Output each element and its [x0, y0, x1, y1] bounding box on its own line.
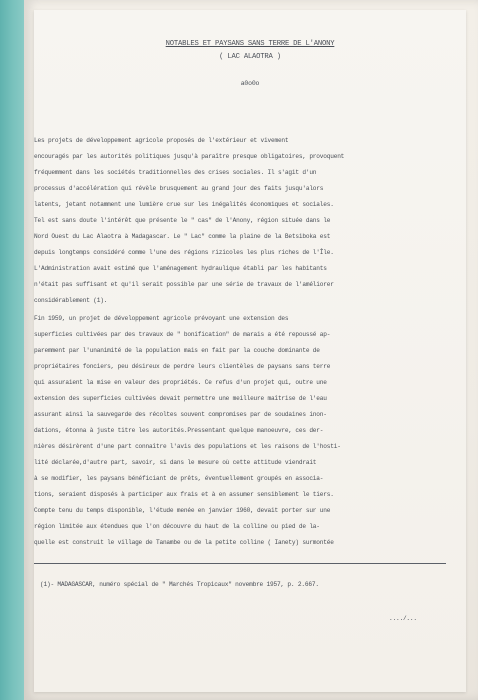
- body-line: région limitée aux étendues que l'on découvre du haut de la colline ou pied de la-: [34, 523, 320, 530]
- body-line: extension des superficies cultivées devait permettre une meilleure maîtrise de l'eau: [34, 395, 327, 402]
- body-line: considérablement (1).: [34, 297, 108, 304]
- body-line: tions, seraient disposés à participer aux frais et à en assumer sensiblement le tiers.: [34, 491, 334, 498]
- footnote-separator: [34, 563, 446, 564]
- body-line: nières désirèrent d'une part connaître l'avis des populations et les raisons de l'hosti-: [34, 443, 341, 450]
- body-line: fréquemment dans les sociétés traditionnelles des crises sociales. Il s'agit d'un: [34, 169, 317, 176]
- body-line: propriétaires fonciers, peu désireux de perdre leurs clientèles de paysans sans terre: [34, 363, 331, 370]
- body-line: paremment par l'unanimité de la population mais en fait par la couche dominante de: [34, 347, 320, 354]
- body-line: Les projets de développement agricole proposés de l'extérieur et vivement: [34, 137, 289, 144]
- typed-content: [34, 10, 466, 692]
- body-line: Tel est sans doute l'intérêt que présente le " cas" de l'Anony, région située dans le: [34, 217, 331, 224]
- body-line: quelle est construit le village de Tanambe ou de la petite colline ( Ianety) surmontée: [34, 539, 334, 546]
- body-line: latents, jetant notamment une lumière crue sur les inégalités économiques et sociales.: [34, 201, 334, 208]
- body-line: depuis longtemps considéré comme l'une des régions rizicoles les plus riches de l'Île.: [34, 249, 334, 256]
- body-line: assurant ainsi la sauvegarde des récoltes souvent compromises par de soudaines inon-: [34, 411, 327, 418]
- body-line: superficies cultivées par des travaux de " bonification" de marais a été repoussé ap-: [34, 331, 331, 338]
- document-subtitle: ( LAC ALAOTRA ): [219, 53, 281, 61]
- body-line: Compte tenu du temps disponible, l'étude menée en janvier 1960, devait porter sur une: [34, 507, 331, 514]
- body-line: L'Administration avait estimé que l'aménagement hydraulique établi par les habitants: [34, 265, 327, 272]
- body-line: qui assuraient la mise en valeur des propriétés. Ce refus d'un projet qui, outre une: [34, 379, 327, 386]
- body-line: à se modifier, les paysans bénéficiant de prêts, éventuellement groupés en associa-: [34, 475, 324, 482]
- body-line: Fin 1959, un projet de développement agricole prévoyant une extension des: [34, 315, 289, 322]
- footnote: (1)- MADAGASCAR, numéro spécial de " Marchés Tropicaux" novembre 1957, p. 2.667.: [40, 581, 319, 588]
- typed-page: [34, 10, 466, 692]
- body-line: dations, étonna à juste titre les autorités.Pressentant quelque manoeuvre, ces der-: [34, 427, 324, 434]
- body-line: lité déclarée,d'autre part, savoir, si dans le mesure où cette attitude viendrait: [34, 459, 317, 466]
- body-line: n'était pas suffisant et qu'il serait possible par une série de travaux de l'améliorer: [34, 281, 334, 288]
- body-line: encouragés par les autorités politiques jusqu'à paraître presque obligatoires, provoquent: [34, 153, 345, 160]
- body-line: Nord Ouest du Lac Alaotra à Madagascar. Le " Lac" comme la plaine de la Betsiboka est: [34, 233, 331, 240]
- document-title: NOTABLES ET PAYSANS SANS TERRE DE L'ANONY: [165, 40, 335, 48]
- body-line: processus d'accélération qui révèle brusquement au grand jour des faits jusqu'alors: [34, 185, 324, 192]
- binder-strip: [0, 0, 24, 700]
- page-continuation: ..../...: [389, 615, 417, 622]
- section-ornament: a0o0o: [240, 80, 260, 87]
